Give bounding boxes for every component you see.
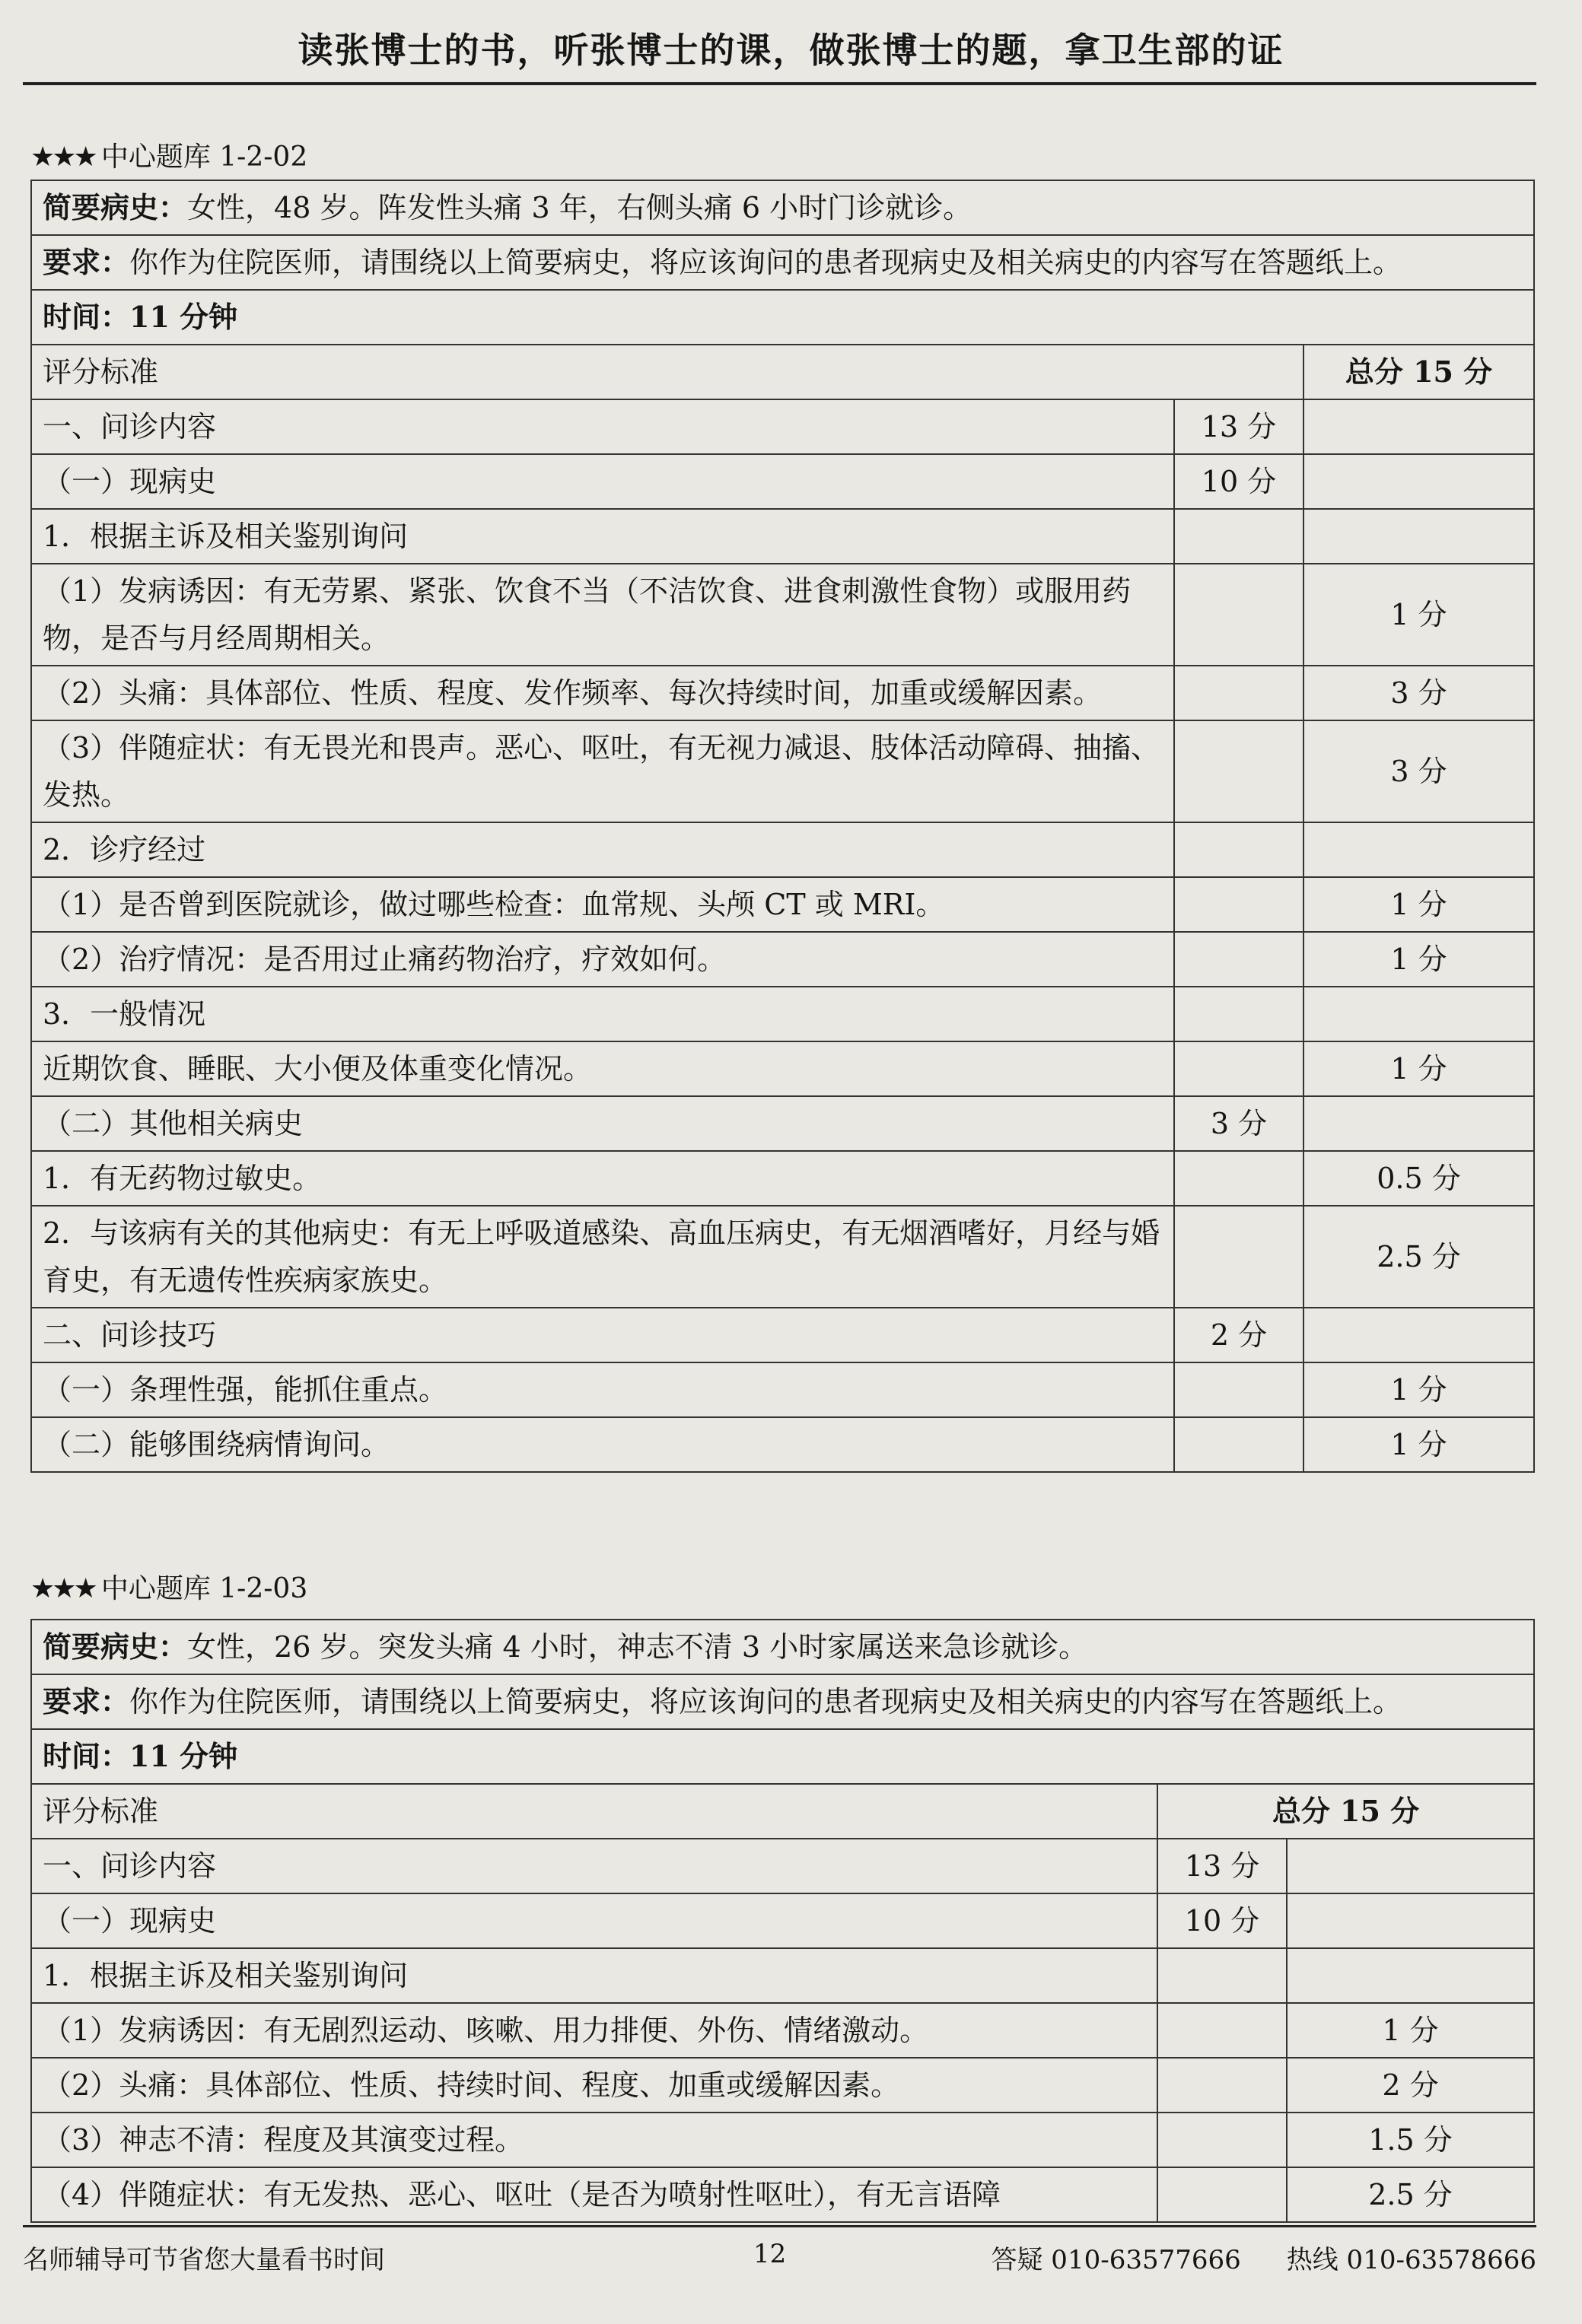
row-score: 3 分 xyxy=(1303,666,1534,720)
requirement-text: 你作为住院医师，请围绕以上简要病史，将应该询问的患者现病史及相关病史的内容写在答题纸上。 xyxy=(129,1685,1402,1718)
row-subtotal: 10 分 xyxy=(1174,454,1303,509)
row-label: （二）能够围绕病情询问。 xyxy=(31,1417,1174,1472)
table-row xyxy=(31,1041,1534,1096)
row-subtotal xyxy=(1157,2003,1287,2058)
history-row xyxy=(31,1620,1534,1674)
table-row xyxy=(31,2113,1534,2167)
row-score: 1 分 xyxy=(1287,2003,1534,2058)
row-score xyxy=(1287,1839,1534,1893)
row-score: 3 分 xyxy=(1303,720,1534,822)
time-label: 时间： xyxy=(43,300,130,334)
row-label: （1）发病诱因：有无劳累、紧张、饮食不当（不洁饮食、进食刺激性食物）或服用药物，是否与月经周期相关。 xyxy=(31,564,1174,666)
table-row xyxy=(31,2167,1534,2222)
row-subtotal xyxy=(1174,822,1303,877)
row-subtotal xyxy=(1174,1362,1303,1417)
page-header xyxy=(0,0,1582,84)
row-label: 近期饮食、睡眠、大小便及体重变化情况。 xyxy=(31,1041,1174,1096)
row-subtotal xyxy=(1157,2113,1287,2167)
row-label: （一）条理性强，能抓住重点。 xyxy=(31,1362,1174,1417)
footer-contacts xyxy=(946,2239,1537,2276)
table-row xyxy=(31,822,1534,877)
requirement-label: 要求： xyxy=(43,245,130,279)
row-score: 总分 15 分 xyxy=(1303,345,1534,399)
row-subtotal: 3 分 xyxy=(1174,1096,1303,1151)
row-subtotal xyxy=(1174,666,1303,720)
table-row xyxy=(31,1417,1534,1472)
row-label: （2）治疗情况：是否用过止痛药物治疗，疗效如何。 xyxy=(31,932,1174,987)
row-label: （1）是否曾到医院就诊，做过哪些检查：血常规、头颅 CT 或 MRI。 xyxy=(31,877,1174,932)
row-label: 一、问诊内容 xyxy=(31,399,1174,454)
row-subtotal: 2 分 xyxy=(1174,1308,1303,1362)
row-score: 1 分 xyxy=(1303,1041,1534,1096)
row-subtotal xyxy=(1174,987,1303,1041)
table-row xyxy=(31,2058,1534,2113)
row-label: 二、问诊技巧 xyxy=(31,1308,1174,1362)
row-label: （一）现病史 xyxy=(31,454,1174,509)
scoring-table xyxy=(30,180,1535,1473)
row-score: 0.5 分 xyxy=(1303,1151,1534,1206)
row-subtotal xyxy=(1174,877,1303,932)
row-subtotal: 10 分 xyxy=(1157,1893,1287,1948)
row-score xyxy=(1303,399,1534,454)
row-label: 1．根据主诉及相关鉴别询问 xyxy=(31,1948,1157,2003)
row-score: 1 分 xyxy=(1303,877,1534,932)
row-label: 1．根据主诉及相关鉴别询问 xyxy=(31,509,1174,564)
footer-slogan: 名师辅导可节省您大量看书时间 xyxy=(23,2245,385,2275)
qa-phone: 答疑 010-63577666 xyxy=(991,2245,1241,2275)
row-subtotal xyxy=(1174,1417,1303,1472)
row-subtotal xyxy=(1174,1151,1303,1206)
table-row xyxy=(31,1784,1534,1839)
header-rule xyxy=(23,82,1536,85)
page-number: 12 xyxy=(753,2239,787,2269)
row-score xyxy=(1287,1893,1534,1948)
row-label: 评分标准 xyxy=(31,345,1303,399)
table-row xyxy=(31,1362,1534,1417)
row-label: （4）伴随症状：有无发热、恶心、呕吐（是否为喷射性呕吐），有无言语障 xyxy=(31,2167,1157,2222)
requirement-label: 要求： xyxy=(43,1684,130,1718)
question-bank-code: 中心题库 1-2-03 xyxy=(100,1573,308,1604)
question-bank-code: 中心题库 1-2-02 xyxy=(100,141,308,173)
row-label: （3）伴随症状：有无畏光和畏声。恶心、呕吐，有无视力减退、肢体活动障碍、抽搐、发热。 xyxy=(31,720,1174,822)
row-score: 总分 15 分 xyxy=(1157,1784,1534,1839)
row-subtotal xyxy=(1157,1948,1287,2003)
row-score: 1 分 xyxy=(1303,932,1534,987)
row-label: （2）头痛：具体部位、性质、程度、发作频率、每次持续时间，加重或缓解因素。 xyxy=(31,666,1174,720)
table-row xyxy=(31,2003,1534,2058)
table-row xyxy=(31,1893,1534,1948)
time-row xyxy=(31,1729,1534,1784)
table-row xyxy=(31,1308,1534,1362)
row-score xyxy=(1303,1096,1534,1151)
row-subtotal xyxy=(1174,564,1303,666)
row-subtotal: 13 分 xyxy=(1174,399,1303,454)
row-label: （二）其他相关病史 xyxy=(31,1096,1174,1151)
row-label: （2）头痛：具体部位、性质、持续时间、程度、加重或缓解因素。 xyxy=(31,2058,1157,2113)
row-label: 2．与该病有关的其他病史：有无上呼吸道感染、高血压病史，有无烟酒嗜好，月经与婚育史，有无遗传性疾病家族史。 xyxy=(31,1206,1174,1308)
table-row xyxy=(31,877,1534,932)
time-row xyxy=(31,290,1534,345)
row-subtotal xyxy=(1174,1206,1303,1308)
table-row xyxy=(31,399,1534,454)
question-bank-heading xyxy=(30,1567,307,1606)
row-subtotal xyxy=(1174,932,1303,987)
row-score xyxy=(1303,509,1534,564)
history-label: 简要病史： xyxy=(43,1629,188,1664)
history-label: 简要病史： xyxy=(43,190,188,224)
row-subtotal xyxy=(1157,2058,1287,2113)
table-row xyxy=(31,454,1534,509)
row-label: （3）神志不清：程度及其演变过程。 xyxy=(31,2113,1157,2167)
row-score xyxy=(1303,454,1534,509)
time-text: 11 分钟 xyxy=(129,300,238,334)
row-label: 3．一般情况 xyxy=(31,987,1174,1041)
table-row xyxy=(31,509,1534,564)
table-row xyxy=(31,1151,1534,1206)
table-row xyxy=(31,1206,1534,1308)
row-label: 1．有无药物过敏史。 xyxy=(31,1151,1174,1206)
table-row xyxy=(31,564,1534,666)
footer-rule xyxy=(23,2225,1536,2227)
row-label: 评分标准 xyxy=(31,1784,1157,1839)
row-score: 2.5 分 xyxy=(1287,2167,1534,2222)
table-row xyxy=(31,345,1534,399)
table-row xyxy=(31,666,1534,720)
table-row xyxy=(31,932,1534,987)
table-row xyxy=(31,1096,1534,1151)
row-score: 1 分 xyxy=(1303,1417,1534,1472)
time-text: 11 分钟 xyxy=(129,1739,238,1773)
row-score xyxy=(1287,1948,1534,2003)
row-label: 一、问诊内容 xyxy=(31,1839,1157,1893)
hotline-phone: 热线 010-63578666 xyxy=(1286,2245,1536,2275)
header-title: 读张博士的书，听张博士的课，做张博士的题，拿卫生部的证 xyxy=(298,30,1284,71)
row-score: 2.5 分 xyxy=(1303,1206,1534,1308)
table-row xyxy=(31,720,1534,822)
row-subtotal xyxy=(1174,1041,1303,1096)
row-label: （一）现病史 xyxy=(31,1893,1157,1948)
page-footer xyxy=(23,2225,1536,2275)
row-score: 1 分 xyxy=(1303,1362,1534,1417)
row-subtotal xyxy=(1174,509,1303,564)
requirement-text: 你作为住院医师，请围绕以上简要病史，将应该询问的患者现病史及相关病史的内容写在答题纸上。 xyxy=(129,246,1402,279)
table-row xyxy=(31,1839,1534,1893)
table-row xyxy=(31,987,1534,1041)
row-score: 2 分 xyxy=(1287,2058,1534,2113)
row-score: 1.5 分 xyxy=(1287,2113,1534,2167)
question-bank-heading xyxy=(30,135,307,174)
row-subtotal xyxy=(1157,2167,1287,2222)
row-label: 2．诊疗经过 xyxy=(31,822,1174,877)
row-label: （1）发病诱因：有无剧烈运动、咳嗽、用力排便、外伤、情绪激动。 xyxy=(31,2003,1157,2058)
row-score xyxy=(1303,987,1534,1041)
history-text: 女性，48 岁。阵发性头痛 3 年，右侧头痛 6 小时门诊就诊。 xyxy=(187,191,972,224)
star-rating-icon: ★★★ xyxy=(30,141,95,173)
scoring-table xyxy=(30,1619,1535,2223)
history-row xyxy=(31,180,1534,235)
row-score xyxy=(1303,822,1534,877)
requirement-row xyxy=(31,235,1534,290)
row-score xyxy=(1303,1308,1534,1362)
row-subtotal: 13 分 xyxy=(1157,1839,1287,1893)
requirement-row xyxy=(31,1674,1534,1729)
row-score: 1 分 xyxy=(1303,564,1534,666)
row-subtotal xyxy=(1174,720,1303,822)
star-rating-icon: ★★★ xyxy=(30,1573,95,1604)
table-row xyxy=(31,1948,1534,2003)
history-text: 女性，26 岁。突发头痛 4 小时，神志不清 3 小时家属送来急诊就诊。 xyxy=(187,1630,1088,1664)
time-label: 时间： xyxy=(43,1739,130,1773)
